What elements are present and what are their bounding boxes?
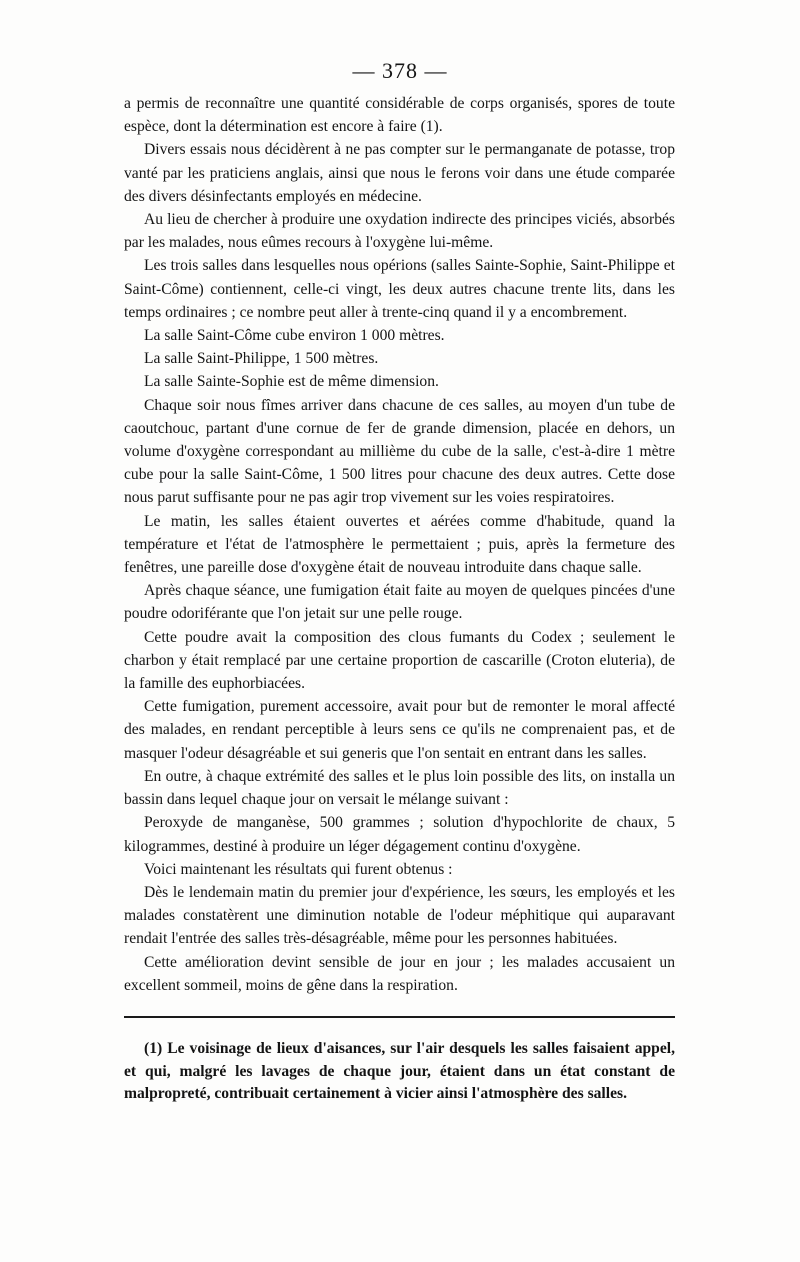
paragraph: Voici maintenant les résultats qui furent obtenus : xyxy=(144,860,453,878)
paragraph: Après chaque séance, une fumigation était faite au moyen de quelques pincées d'une poudre odoriférante que l'on jetait sur une pelle rouge. xyxy=(124,582,675,623)
paragraph: Au lieu de chercher à produire une oxydation indirecte des principes viciés, absorbés par les malades, nous eûmes recours à l'oxygène lui-même. xyxy=(124,211,675,252)
body-text xyxy=(124,92,675,997)
paragraph: Cette amélioration devint sensible de jour en jour ; les malades accusaient un excellent sommeil, moins de gêne dans la respiration. xyxy=(124,953,675,994)
paragraph: Peroxyde de manganèse, 500 grammes ; solution d'hypochlorite de chaux, 5 kilogrammes, destiné à produire un léger dégagement continu d'oxygène. xyxy=(124,814,675,855)
paragraph: Divers essais nous décidèrent à ne pas compter sur le permanganate de potasse, trop vanté par les praticiens anglais, ainsi que nous le ferons voir dans une étude comparée des divers désinfectants employés en médecine. xyxy=(124,141,675,205)
paragraph: Cette fumigation, purement accessoire, avait pour but de remonter le moral affecté des malades, en rendant perceptible à leurs sens ce qu'ils ne comprenaient pas, et de masquer l'odeur désagréable et sui generis que l'on sentait en entrant dans les salles. xyxy=(124,698,675,762)
paragraph: Les trois salles dans lesquelles nous opérions (salles Sainte-Sophie, Saint-Philippe et Saint-Côme) contiennent, celle-ci vingt, les deux autres chacune trente lits, dans les temps ordinaires ; ce nombre peut aller à trente-cinq quand il y a encombrement. xyxy=(124,257,675,321)
footnote xyxy=(124,1038,675,1106)
paragraph: La salle Saint-Philippe, 1 500 mètres. xyxy=(144,350,379,368)
footnote-text: (1) Le voisinage de lieux d'aisances, sur l'air desquels les salles faisaient appel, et qui, malgré les lavages de chaque jour, étaient dans un état constant de malpropreté, contribuait certainement à vicier ainsi l'atmosphère des salles. xyxy=(124,1040,675,1102)
footnote-divider xyxy=(124,1016,675,1018)
paragraph: Dès le lendemain matin du premier jour d'expérience, les sœurs, les employés et les malades constatèrent une diminution notable de l'odeur méphitique qui auparavant rendait l'entrée des salles très-désagréable, même pour les personnes habituées. xyxy=(124,883,675,948)
paragraph: La salle Saint-Côme cube environ 1 000 mètres. xyxy=(144,327,445,345)
paragraph: La salle Sainte-Sophie est de même dimension. xyxy=(144,373,439,391)
page-number: — 378 — xyxy=(352,58,448,83)
paragraph: Cette poudre avait la composition des clous fumants du Codex ; seulement le charbon y était remplacé par une certaine proportion de cascarille (Croton eluteria), de la famille des euphorbiacées. xyxy=(124,628,675,693)
paragraph: En outre, à chaque extrémité des salles et le plus loin possible des lits, on installa un bassin dans lequel chaque jour on versait le mélange suivant : xyxy=(124,767,675,809)
paragraph: Le matin, les salles étaient ouvertes et aérées comme d'habitude, quand la température et l'état de l'atmosphère le permettaient ; puis, après la fermeture des fenêtres, une pareille dose d'oxygène était de nouveau introduite dans chaque salle. xyxy=(124,512,675,577)
paragraph: Chaque soir nous fîmes arriver dans chacune de ces salles, au moyen d'un tube de caoutchouc, partant d'une cornue de fer de grande dimension, placée en dehors, un volume d'oxygène correspondant au millième du cube de la salle, c'est-à-dire 1 mètre cube pour la salle Saint-Côme, 1 500 litres pour chacune des deux autres. Cette dose nous parut suffisante pour ne pas agir trop vivement sur les voies respiratoires. xyxy=(124,396,675,507)
paragraph: a permis de reconnaître une quantité considérable de corps organisés, spores de toute espèce, dont la détermination est encore à faire (1). xyxy=(124,95,675,136)
